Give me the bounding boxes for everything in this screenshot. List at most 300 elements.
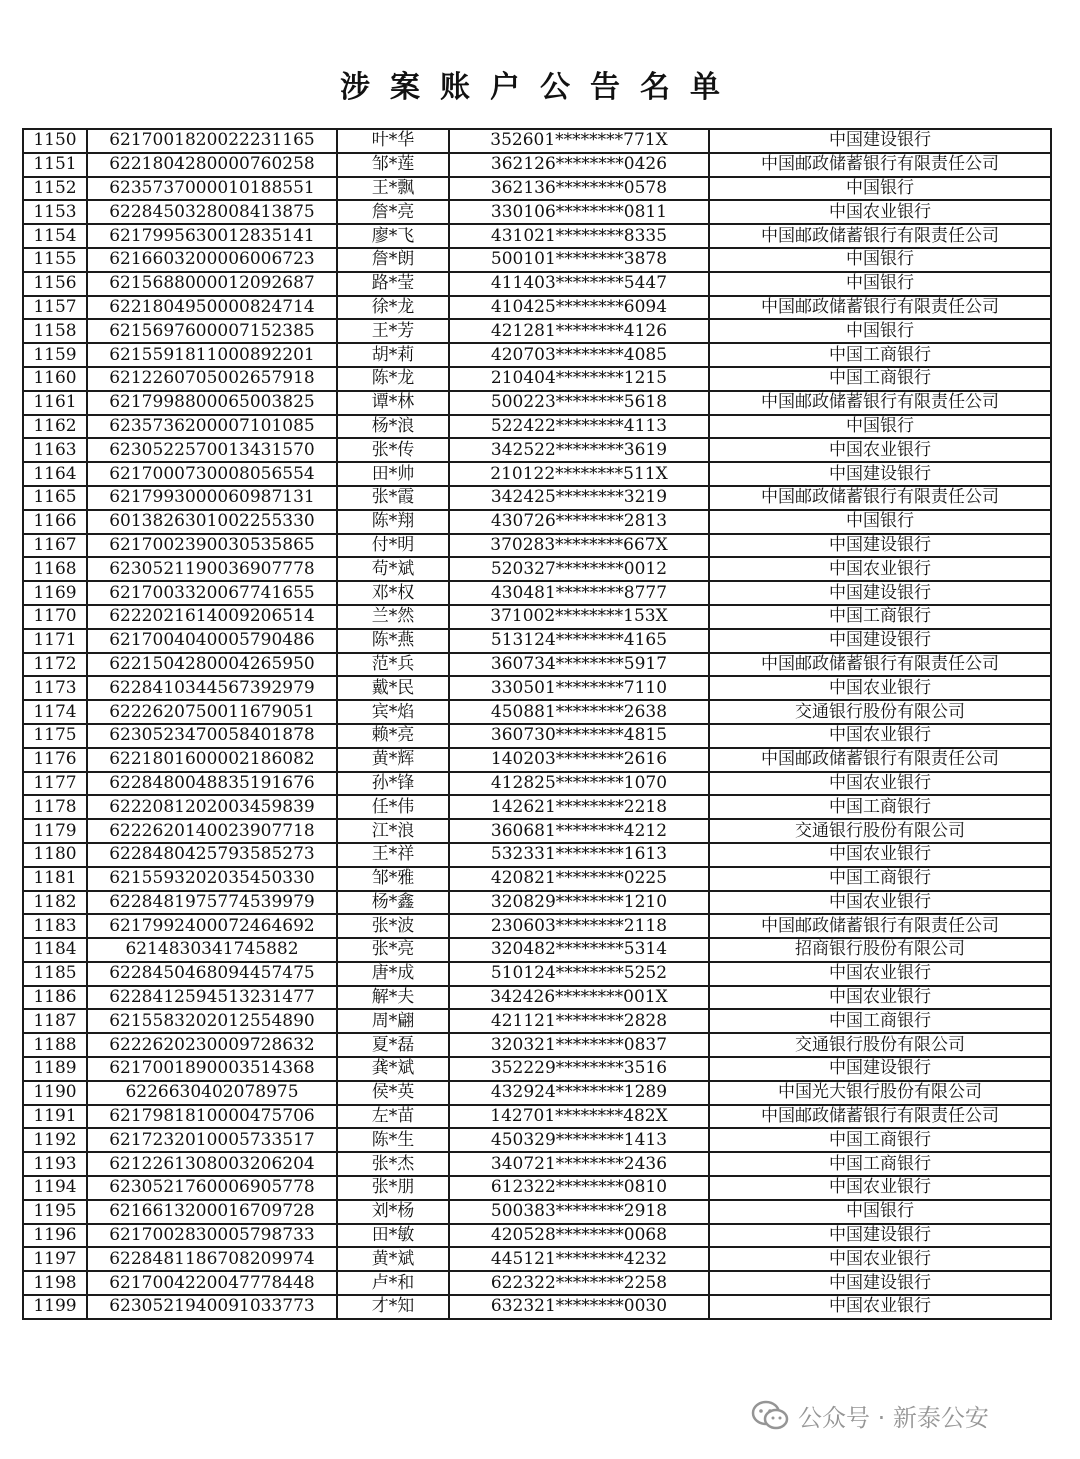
table-row xyxy=(23,914,1051,938)
row-number: 1176 xyxy=(23,748,87,772)
account-number: 6221801600002186082 xyxy=(87,748,337,772)
table-row xyxy=(23,962,1051,986)
bank-name: 中国农业银行 xyxy=(709,676,1051,700)
bank-name: 中国农业银行 xyxy=(709,1295,1051,1319)
id-number: 500383********2918 xyxy=(449,1200,709,1224)
account-holder-name: 范*兵 xyxy=(337,653,449,677)
table-row xyxy=(23,534,1051,558)
id-number: 513124********4165 xyxy=(449,629,709,653)
row-number: 1174 xyxy=(23,700,87,724)
account-number: 6228410344567392979 xyxy=(87,676,337,700)
bank-name: 中国邮政储蓄银行有限责任公司 xyxy=(709,653,1051,677)
account-number: 6230523470058401878 xyxy=(87,724,337,748)
id-number: 420528********0068 xyxy=(449,1224,709,1248)
row-number: 1177 xyxy=(23,772,87,796)
account-number: 6217003320067741655 xyxy=(87,581,337,605)
id-number: 430726********2813 xyxy=(449,510,709,534)
row-number: 1159 xyxy=(23,343,87,367)
bank-name: 中国农业银行 xyxy=(709,962,1051,986)
row-number: 1188 xyxy=(23,1033,87,1057)
account-number: 6217998800065003825 xyxy=(87,391,337,415)
account-holder-name: 唐*成 xyxy=(337,962,449,986)
bank-name: 中国建设银行 xyxy=(709,581,1051,605)
table-row xyxy=(23,1128,1051,1152)
account-number: 6217002830005798733 xyxy=(87,1224,337,1248)
table-row xyxy=(23,486,1051,510)
account-holder-name: 廖*飞 xyxy=(337,224,449,248)
account-holder-name: 张*朋 xyxy=(337,1176,449,1200)
row-number: 1169 xyxy=(23,581,87,605)
bank-name: 中国邮政储蓄银行有限责任公司 xyxy=(709,748,1051,772)
bank-name: 中国农业银行 xyxy=(709,891,1051,915)
account-number: 6217001820022231165 xyxy=(87,129,337,153)
account-number: 6228450468094457475 xyxy=(87,962,337,986)
table-row xyxy=(23,200,1051,224)
account-holder-name: 杨*浪 xyxy=(337,415,449,439)
table-row xyxy=(23,1295,1051,1319)
account-holder-name: 詹*亮 xyxy=(337,200,449,224)
id-number: 340721********2436 xyxy=(449,1152,709,1176)
account-holder-name: 叶*华 xyxy=(337,129,449,153)
table-row xyxy=(23,676,1051,700)
account-number: 6215697600007152385 xyxy=(87,319,337,343)
account-number: 6222620140023907718 xyxy=(87,819,337,843)
account-number: 6217000730008056554 xyxy=(87,462,337,486)
table-row xyxy=(23,986,1051,1010)
account-holder-name: 谭*林 xyxy=(337,391,449,415)
account-holder-name: 张*波 xyxy=(337,914,449,938)
id-number: 342425********3219 xyxy=(449,486,709,510)
row-number: 1154 xyxy=(23,224,87,248)
account-number: 6214830341745882 xyxy=(87,938,337,962)
row-number: 1193 xyxy=(23,1152,87,1176)
account-holder-name: 王*芳 xyxy=(337,319,449,343)
table-row xyxy=(23,748,1051,772)
id-number: 522422********4113 xyxy=(449,415,709,439)
account-holder-name: 才*知 xyxy=(337,1295,449,1319)
id-number: 320482********5314 xyxy=(449,938,709,962)
account-number: 6222620750011679051 xyxy=(87,700,337,724)
row-number: 1178 xyxy=(23,795,87,819)
account-holder-name: 张*霞 xyxy=(337,486,449,510)
table-row xyxy=(23,438,1051,462)
table-row xyxy=(23,462,1051,486)
account-holder-name: 张*亮 xyxy=(337,938,449,962)
row-number: 1189 xyxy=(23,1057,87,1081)
bank-name: 中国农业银行 xyxy=(709,843,1051,867)
table-row xyxy=(23,819,1051,843)
table-row xyxy=(23,629,1051,653)
bank-name: 交通银行股份有限公司 xyxy=(709,1033,1051,1057)
account-number: 6221504280004265950 xyxy=(87,653,337,677)
id-number: 411403********5447 xyxy=(449,272,709,296)
bank-name: 中国工商银行 xyxy=(709,1152,1051,1176)
bank-name: 中国邮政储蓄银行有限责任公司 xyxy=(709,224,1051,248)
row-number: 1162 xyxy=(23,415,87,439)
bank-name: 中国工商银行 xyxy=(709,343,1051,367)
bank-name: 中国建设银行 xyxy=(709,1271,1051,1295)
id-number: 140203********2616 xyxy=(449,748,709,772)
row-number: 1186 xyxy=(23,986,87,1010)
table-row xyxy=(23,1081,1051,1105)
account-holder-name: 杨*鑫 xyxy=(337,891,449,915)
account-holder-name: 江*浪 xyxy=(337,819,449,843)
id-number: 342522********3619 xyxy=(449,438,709,462)
row-number: 1170 xyxy=(23,605,87,629)
account-number: 6228480425793585273 xyxy=(87,843,337,867)
account-number: 6216603200006006723 xyxy=(87,248,337,272)
id-number: 360734********5917 xyxy=(449,653,709,677)
table-row xyxy=(23,129,1051,153)
bank-name: 中国银行 xyxy=(709,510,1051,534)
table-row xyxy=(23,415,1051,439)
table-row xyxy=(23,319,1051,343)
bank-name: 中国银行 xyxy=(709,177,1051,201)
row-number: 1180 xyxy=(23,843,87,867)
account-holder-name: 黄*辉 xyxy=(337,748,449,772)
account-number: 6235736200007101085 xyxy=(87,415,337,439)
id-number: 420703********4085 xyxy=(449,343,709,367)
bank-name: 中国工商银行 xyxy=(709,795,1051,819)
account-list-table xyxy=(22,128,1052,1320)
account-number: 6221804950000824714 xyxy=(87,296,337,320)
account-holder-name: 王*飘 xyxy=(337,177,449,201)
id-number: 450881********2638 xyxy=(449,700,709,724)
account-number: 6215593202035450330 xyxy=(87,867,337,891)
table-row xyxy=(23,224,1051,248)
bank-name: 中国工商银行 xyxy=(709,367,1051,391)
bank-name: 中国建设银行 xyxy=(709,1057,1051,1081)
id-number: 532331********1613 xyxy=(449,843,709,867)
account-holder-name: 龚*斌 xyxy=(337,1057,449,1081)
bank-name: 中国工商银行 xyxy=(709,1128,1051,1152)
account-holder-name: 陈*龙 xyxy=(337,367,449,391)
row-number: 1199 xyxy=(23,1295,87,1319)
account-number: 6228412594513231477 xyxy=(87,986,337,1010)
row-number: 1184 xyxy=(23,938,87,962)
account-number: 6221804280000760258 xyxy=(87,153,337,177)
id-number: 450329********1413 xyxy=(449,1128,709,1152)
account-holder-name: 任*伟 xyxy=(337,795,449,819)
table-row xyxy=(23,1152,1051,1176)
account-holder-name: 邹*莲 xyxy=(337,153,449,177)
account-number: 6228481975774539979 xyxy=(87,891,337,915)
id-number: 320321********0837 xyxy=(449,1033,709,1057)
table-row xyxy=(23,1057,1051,1081)
row-number: 1156 xyxy=(23,272,87,296)
account-number: 6217004040005790486 xyxy=(87,629,337,653)
account-number: 6230521760006905778 xyxy=(87,1176,337,1200)
id-number: 421121********2828 xyxy=(449,1009,709,1033)
row-number: 1172 xyxy=(23,653,87,677)
row-number: 1182 xyxy=(23,891,87,915)
id-number: 410425********6094 xyxy=(449,296,709,320)
id-number: 142701********482X xyxy=(449,1105,709,1129)
account-number: 6226630402078975 xyxy=(87,1081,337,1105)
account-holder-name: 黄*斌 xyxy=(337,1247,449,1271)
row-number: 1190 xyxy=(23,1081,87,1105)
bank-name: 中国农业银行 xyxy=(709,557,1051,581)
account-number: 6228480048835191676 xyxy=(87,772,337,796)
account-holder-name: 田*帅 xyxy=(337,462,449,486)
watermark xyxy=(750,1398,989,1433)
account-number: 6212261308003206204 xyxy=(87,1152,337,1176)
account-number: 6217232010005733517 xyxy=(87,1128,337,1152)
id-number: 632321********0030 xyxy=(449,1295,709,1319)
table-row xyxy=(23,700,1051,724)
row-number: 1163 xyxy=(23,438,87,462)
account-number: 6222081202003459839 xyxy=(87,795,337,819)
table-row xyxy=(23,1176,1051,1200)
id-number: 612322********0810 xyxy=(449,1176,709,1200)
row-number: 1179 xyxy=(23,819,87,843)
row-number: 1192 xyxy=(23,1128,87,1152)
table-row xyxy=(23,772,1051,796)
table-row xyxy=(23,1105,1051,1129)
id-number: 352229********3516 xyxy=(449,1057,709,1081)
bank-name: 中国农业银行 xyxy=(709,1247,1051,1271)
bank-name: 中国邮政储蓄银行有限责任公司 xyxy=(709,391,1051,415)
table-row xyxy=(23,891,1051,915)
account-holder-name: 王*祥 xyxy=(337,843,449,867)
account-number: 6230521940091033773 xyxy=(87,1295,337,1319)
account-holder-name: 苟*斌 xyxy=(337,557,449,581)
row-number: 1160 xyxy=(23,367,87,391)
id-number: 320829********1210 xyxy=(449,891,709,915)
table-row xyxy=(23,557,1051,581)
row-number: 1150 xyxy=(23,129,87,153)
id-number: 330106********0811 xyxy=(449,200,709,224)
id-number: 445121********4232 xyxy=(449,1247,709,1271)
account-number: 6216613200016709728 xyxy=(87,1200,337,1224)
account-number: 6228450328008413875 xyxy=(87,200,337,224)
id-number: 500101********3878 xyxy=(449,248,709,272)
bank-name: 中国邮政储蓄银行有限责任公司 xyxy=(709,153,1051,177)
account-holder-name: 左*苗 xyxy=(337,1105,449,1129)
row-number: 1183 xyxy=(23,914,87,938)
bank-name: 中国农业银行 xyxy=(709,200,1051,224)
account-number: 6235737000010188551 xyxy=(87,177,337,201)
account-number: 6215688000012092687 xyxy=(87,272,337,296)
id-number: 510124********5252 xyxy=(449,962,709,986)
account-holder-name: 周*翩 xyxy=(337,1009,449,1033)
table-row xyxy=(23,1224,1051,1248)
table-row xyxy=(23,296,1051,320)
bank-name: 中国银行 xyxy=(709,1200,1051,1224)
id-number: 362126********0426 xyxy=(449,153,709,177)
row-number: 1198 xyxy=(23,1271,87,1295)
row-number: 1195 xyxy=(23,1200,87,1224)
row-number: 1152 xyxy=(23,177,87,201)
table-row xyxy=(23,248,1051,272)
table-row xyxy=(23,867,1051,891)
id-number: 430481********8777 xyxy=(449,581,709,605)
account-holder-name: 詹*朗 xyxy=(337,248,449,272)
table-row xyxy=(23,605,1051,629)
table-row xyxy=(23,391,1051,415)
account-number: 6228481186708209974 xyxy=(87,1247,337,1271)
account-holder-name: 陈*生 xyxy=(337,1128,449,1152)
bank-name: 中国工商银行 xyxy=(709,605,1051,629)
row-number: 1175 xyxy=(23,724,87,748)
account-holder-name: 陈*燕 xyxy=(337,629,449,653)
id-number: 622322********2258 xyxy=(449,1271,709,1295)
id-number: 370283********667X xyxy=(449,534,709,558)
account-number: 6217004220047778448 xyxy=(87,1271,337,1295)
table-row xyxy=(23,367,1051,391)
row-number: 1194 xyxy=(23,1176,87,1200)
document-title: 涉案账户公告名单 xyxy=(340,70,740,105)
wechat-official-account-icon xyxy=(750,1399,790,1433)
id-number: 230603********2118 xyxy=(449,914,709,938)
account-holder-name: 张*杰 xyxy=(337,1152,449,1176)
account-number: 6230521190036907778 xyxy=(87,557,337,581)
row-number: 1185 xyxy=(23,962,87,986)
account-holder-name: 戴*民 xyxy=(337,676,449,700)
id-number: 412825********1070 xyxy=(449,772,709,796)
table-row xyxy=(23,510,1051,534)
table-row xyxy=(23,1247,1051,1271)
row-number: 1157 xyxy=(23,296,87,320)
id-number: 210404********1215 xyxy=(449,367,709,391)
bank-name: 中国银行 xyxy=(709,415,1051,439)
bank-name: 中国建设银行 xyxy=(709,629,1051,653)
row-number: 1196 xyxy=(23,1224,87,1248)
bank-name: 中国农业银行 xyxy=(709,724,1051,748)
table-row xyxy=(23,153,1051,177)
table-row xyxy=(23,177,1051,201)
account-number: 6217992400072464692 xyxy=(87,914,337,938)
account-holder-name: 邹*雅 xyxy=(337,867,449,891)
table-row xyxy=(23,1009,1051,1033)
table-row xyxy=(23,938,1051,962)
bank-name: 中国建设银行 xyxy=(709,534,1051,558)
account-number: 6215583202012554890 xyxy=(87,1009,337,1033)
account-holder-name: 侯*英 xyxy=(337,1081,449,1105)
id-number: 520327********0012 xyxy=(449,557,709,581)
account-holder-name: 胡*莉 xyxy=(337,343,449,367)
row-number: 1191 xyxy=(23,1105,87,1129)
row-number: 1168 xyxy=(23,557,87,581)
bank-name: 中国银行 xyxy=(709,319,1051,343)
bank-name: 中国邮政储蓄银行有限责任公司 xyxy=(709,1105,1051,1129)
account-number: 6230522570013431570 xyxy=(87,438,337,462)
id-number: 142621********2218 xyxy=(449,795,709,819)
bank-name: 中国邮政储蓄银行有限责任公司 xyxy=(709,296,1051,320)
account-holder-name: 宾*焰 xyxy=(337,700,449,724)
bank-name: 中国银行 xyxy=(709,248,1051,272)
id-number: 431021********8335 xyxy=(449,224,709,248)
account-holder-name: 徐*龙 xyxy=(337,296,449,320)
bank-name: 中国建设银行 xyxy=(709,462,1051,486)
account-number: 6222021614009206514 xyxy=(87,605,337,629)
id-number: 360730********4815 xyxy=(449,724,709,748)
id-number: 500223********5618 xyxy=(449,391,709,415)
bank-name: 中国农业银行 xyxy=(709,1176,1051,1200)
bank-name: 中国邮政储蓄银行有限责任公司 xyxy=(709,486,1051,510)
row-number: 1158 xyxy=(23,319,87,343)
id-number: 421281********4126 xyxy=(449,319,709,343)
row-number: 1187 xyxy=(23,1009,87,1033)
table-row xyxy=(23,272,1051,296)
bank-name: 中国邮政储蓄银行有限责任公司 xyxy=(709,914,1051,938)
table-row xyxy=(23,843,1051,867)
table-row xyxy=(23,343,1051,367)
account-holder-name: 解*夫 xyxy=(337,986,449,1010)
watermark-text: 公众号 · 新泰公安 xyxy=(798,1404,989,1432)
account-number: 6217001890003514368 xyxy=(87,1057,337,1081)
id-number: 362136********0578 xyxy=(449,177,709,201)
account-number: 6212260705002657918 xyxy=(87,367,337,391)
row-number: 1173 xyxy=(23,676,87,700)
table-row xyxy=(23,653,1051,677)
account-number: 6217002390030535865 xyxy=(87,534,337,558)
account-holder-name: 路*莹 xyxy=(337,272,449,296)
bank-name: 交通银行股份有限公司 xyxy=(709,700,1051,724)
account-holder-name: 孙*锋 xyxy=(337,772,449,796)
account-holder-name: 付*明 xyxy=(337,534,449,558)
account-holder-name: 赖*亮 xyxy=(337,724,449,748)
id-number: 352601********771X xyxy=(449,129,709,153)
bank-name: 中国农业银行 xyxy=(709,438,1051,462)
row-number: 1153 xyxy=(23,200,87,224)
row-number: 1151 xyxy=(23,153,87,177)
bank-name: 交通银行股份有限公司 xyxy=(709,819,1051,843)
account-holder-name: 卢*和 xyxy=(337,1271,449,1295)
table-row xyxy=(23,1033,1051,1057)
row-number: 1165 xyxy=(23,486,87,510)
id-number: 330501********7110 xyxy=(449,676,709,700)
bank-name: 招商银行股份有限公司 xyxy=(709,938,1051,962)
table-row xyxy=(23,724,1051,748)
account-number: 6222620230009728632 xyxy=(87,1033,337,1057)
bank-name: 中国工商银行 xyxy=(709,1009,1051,1033)
table-row xyxy=(23,795,1051,819)
row-number: 1171 xyxy=(23,629,87,653)
account-list-body xyxy=(23,129,1051,1319)
account-number: 6217981810000475706 xyxy=(87,1105,337,1129)
table-row xyxy=(23,1200,1051,1224)
id-number: 432924********1289 xyxy=(449,1081,709,1105)
account-number: 6013826301002255330 xyxy=(87,510,337,534)
id-number: 342426********001X xyxy=(449,986,709,1010)
id-number: 360681********4212 xyxy=(449,819,709,843)
bank-name: 中国农业银行 xyxy=(709,986,1051,1010)
id-number: 210122********511X xyxy=(449,462,709,486)
account-holder-name: 夏*磊 xyxy=(337,1033,449,1057)
account-holder-name: 陈*翔 xyxy=(337,510,449,534)
account-number: 6215591811000892201 xyxy=(87,343,337,367)
bank-name: 中国银行 xyxy=(709,272,1051,296)
row-number: 1167 xyxy=(23,534,87,558)
row-number: 1164 xyxy=(23,462,87,486)
bank-name: 中国农业银行 xyxy=(709,772,1051,796)
bank-name: 中国建设银行 xyxy=(709,1224,1051,1248)
id-number: 420821********0225 xyxy=(449,867,709,891)
row-number: 1166 xyxy=(23,510,87,534)
bank-name: 中国光大银行股份有限公司 xyxy=(709,1081,1051,1105)
row-number: 1197 xyxy=(23,1247,87,1271)
account-holder-name: 刘*杨 xyxy=(337,1200,449,1224)
row-number: 1181 xyxy=(23,867,87,891)
bank-name: 中国建设银行 xyxy=(709,129,1051,153)
account-holder-name: 田*敏 xyxy=(337,1224,449,1248)
account-holder-name: 兰*然 xyxy=(337,605,449,629)
account-number: 6217995630012835141 xyxy=(87,224,337,248)
account-holder-name: 张*传 xyxy=(337,438,449,462)
id-number: 371002********153X xyxy=(449,605,709,629)
row-number: 1155 xyxy=(23,248,87,272)
